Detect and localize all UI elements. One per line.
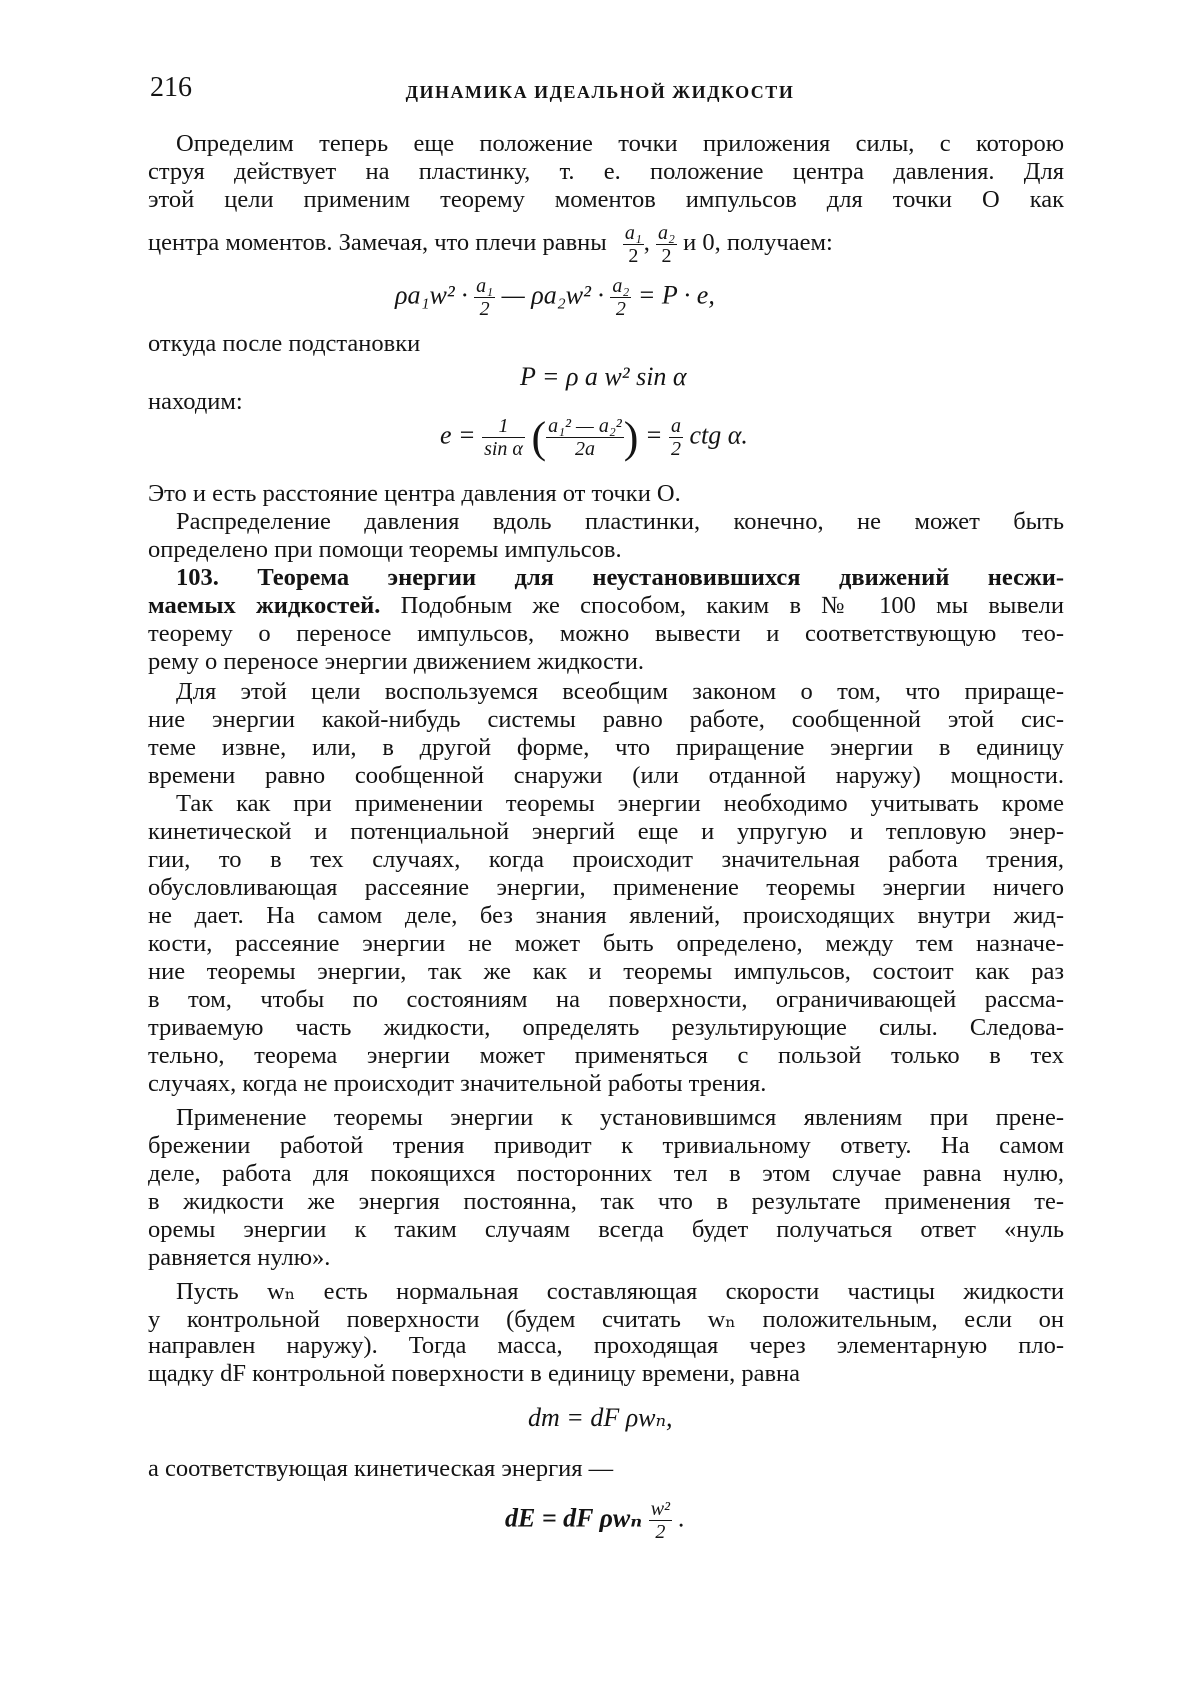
text-line: в том, чтобы по состояниям на поверхности, ограничивающей рассма- <box>148 986 1064 1013</box>
fraction-numerator: a₁ <box>624 222 642 244</box>
paren-close: ) <box>623 413 639 462</box>
fraction-denominator: 2 <box>615 298 626 320</box>
eq-term: = P · e, <box>637 280 715 310</box>
eq-term: — ρa₂w² · <box>501 280 604 310</box>
equation-force: P = ρ a w² sin α <box>520 362 687 391</box>
eq-term: e = <box>440 420 476 450</box>
text-line: триваемую часть жидкости, определять результирующие силы. Следова- <box>148 1014 1064 1041</box>
equation-eccentricity <box>440 412 748 463</box>
running-title: ДИНАМИКА ИДЕАЛЬНОЙ ЖИДКОСТИ <box>405 82 795 102</box>
text-line: рему о переносе энергии движением жидкости. <box>148 648 644 675</box>
fraction-a1-2 <box>623 222 644 267</box>
text-line: этой цели применим теорему моментов импульсов для точки O как <box>148 186 1064 213</box>
eq-fraction <box>649 1498 672 1543</box>
fraction-denominator: 2 <box>670 438 681 460</box>
fraction-a2-2 <box>656 222 677 267</box>
fraction-numerator: a <box>670 415 681 437</box>
text-line: а соответствующая кинетическая энергия — <box>148 1455 614 1482</box>
text-line: теорему о переносе импульсов, можно вывести и соответствующую тео- <box>148 620 1064 647</box>
text-line: центра моментов. Замечая, что плечи равны $\frac{\text{a₁}}{2}$ , $\frac{\text{a₂}}{2}$ и 0, получаем: <box>148 222 833 267</box>
page-number: 216 <box>150 72 192 103</box>
text-fragment: Подобным же способом, каким в № 100 мы вывели <box>400 592 1064 619</box>
text-line: Так как при применении теоремы энергии необходимо учитывать кроме <box>176 790 1064 817</box>
fraction-denominator: 2 <box>655 1521 666 1543</box>
text-line: откуда после подстановки <box>148 330 421 357</box>
text-line: Определим теперь еще положение точки приложения силы, с которою <box>176 130 1064 157</box>
text-line: оремы энергии к таким случаям всегда будет получаться ответ «нуль <box>148 1216 1064 1243</box>
text-line: Распределение давления вдоль пластинки, конечно, не может быть <box>176 508 1064 535</box>
text-line: не дает. На самом деле, без знания явлений, происходящих внутри жид- <box>148 902 1064 929</box>
text-line: у контрольной поверхности (будем считать wₙ положительным, если он <box>148 1306 1064 1333</box>
text-line: тельно, теорема энергии может применяться с пользой только в тех <box>148 1042 1064 1069</box>
fraction-numerator: w² <box>650 1498 671 1520</box>
equation-moments <box>395 275 715 320</box>
text-line: щадку dF контрольной поверхности в единицу времени, равна <box>148 1360 801 1387</box>
text-line: кинетической и потенциальной энергий еще и упругую и тепловую энер- <box>148 818 1064 845</box>
text-line: случаях, когда не происходит значительной работы трения. <box>148 1070 767 1097</box>
text-line: определено при помощи теоремы импульсов. <box>148 536 622 563</box>
text-line: Для этой цели воспользуемся всеобщим законом о том, что прираще- <box>176 678 1064 705</box>
section-title-cont: маемых жидкостей. <box>148 592 381 619</box>
text-line: струя действует на пластинку, т. е. положение центра давления. Для <box>148 158 1064 185</box>
section-title: Теорема энергии для неустановившихся движений несжи- <box>257 564 1064 591</box>
eq-fraction <box>669 415 683 460</box>
text-line <box>148 592 1064 620</box>
text-line: ние энергии какой-нибудь системы равно работе, сообщенной этой сис- <box>148 706 1064 733</box>
eq-fraction <box>482 415 525 460</box>
paren-open: ( <box>531 413 547 462</box>
fraction-numerator: 1 <box>482 415 525 438</box>
eq-term: . <box>678 1503 686 1533</box>
text-line: брежении работой трения приводит к тривиальному ответу. На самом <box>148 1132 1064 1159</box>
text-line: Пусть wₙ есть нормальная составляющая скорости частицы жидкости <box>176 1278 1064 1305</box>
fraction-numerator: a₁ <box>476 275 494 297</box>
text-line: Применение теоремы энергии к установившимся явлениям при прене- <box>176 1104 1064 1131</box>
eq-fraction <box>474 275 495 320</box>
text-line: теме извне, или, в другой форме, что приращение энергии в единицу <box>148 734 1064 761</box>
eq-term: ctg α. <box>689 420 748 450</box>
fraction-denominator: sin α <box>484 438 523 460</box>
equation-mass: dm = dF ρwₙ, <box>528 1403 673 1432</box>
equation-energy <box>505 1498 685 1543</box>
section-heading <box>176 564 1064 592</box>
text-line: ние теоремы энергии, так же как и теоремы импульсов, состоит как раз <box>148 958 1064 985</box>
text-line: деле, работа для покоящихся посторонних тел в этом случае равна нулю, <box>148 1160 1064 1187</box>
fraction-denominator: 2 <box>479 298 490 320</box>
fraction-numerator: a₂ <box>658 222 675 244</box>
text-line: Это и есть расстояние центра давления от точки O. <box>148 480 681 507</box>
text-fragment: и 0, получаем: <box>683 229 833 257</box>
fraction-numerator: a₁² — a₂² <box>548 415 622 437</box>
text-line: обусловливающая рассеяние энергии, применение теоремы энергии ничего <box>148 874 1064 901</box>
text-line: равняется нулю». <box>148 1244 331 1271</box>
eq-term: ρa₁w² · <box>395 280 468 310</box>
text-fragment: центра моментов. Замечая, что плечи равны <box>148 229 607 257</box>
text-line: кости, рассеяние энергии не может быть определено, между тем назначе- <box>148 930 1064 957</box>
text-line: гии, то в тех случаях, когда происходит значительная работа трения, <box>148 846 1064 873</box>
fraction-denominator: 2 <box>628 245 639 267</box>
text-line: направлен наружу). Тогда масса, проходящая через элементарную пло- <box>148 1332 1064 1359</box>
fraction-numerator: a₂ <box>612 275 630 297</box>
text-line: времени равно сообщенной снаружи (или отданной наружу) мощности. <box>148 762 1064 789</box>
text-line: в жидкости же энергия постоянна, так что в результате применения те- <box>148 1188 1064 1215</box>
fraction-denominator: 2a <box>574 438 595 460</box>
text-line: находим: <box>148 388 243 415</box>
eq-term: = <box>644 420 663 450</box>
eq-term: dE = dF ρwₙ <box>505 1503 643 1533</box>
fraction-denominator: 2 <box>661 245 672 267</box>
eq-fraction <box>610 275 631 320</box>
section-number: 103. <box>176 564 219 591</box>
eq-fraction <box>546 415 624 460</box>
